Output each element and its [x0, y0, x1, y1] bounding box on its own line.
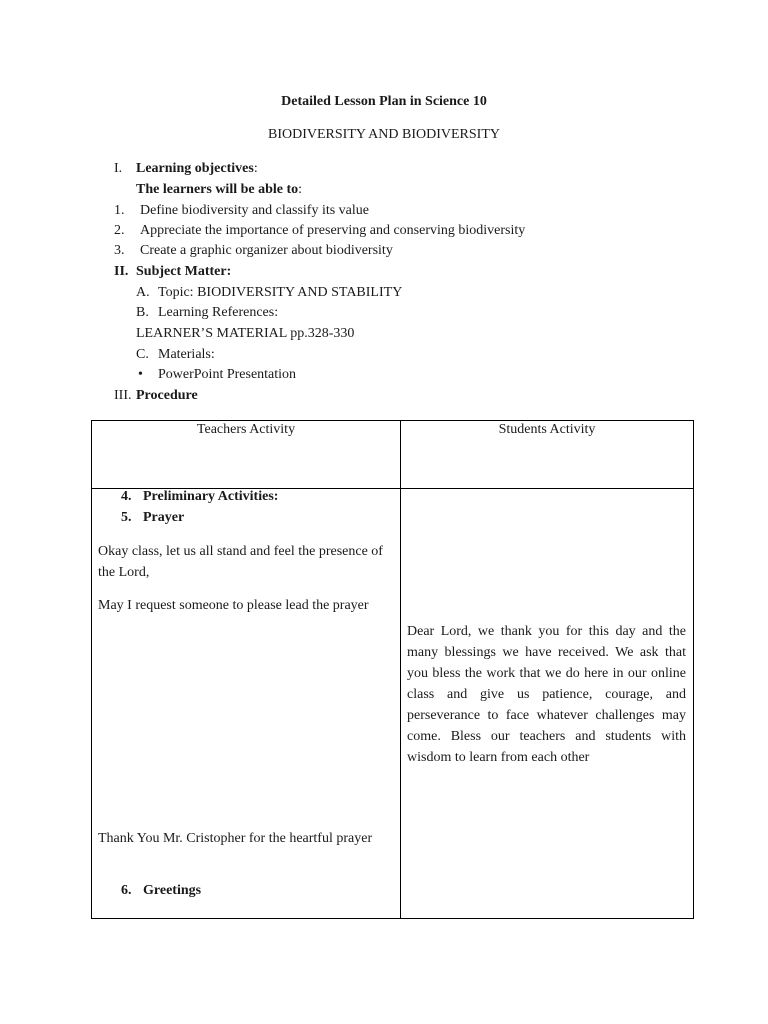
teacher-stand-instruction: Okay class, let us all stand and feel the presence of the Lord, — [98, 544, 383, 580]
objective-3-number: 3. — [114, 243, 125, 258]
subject-b-letter: B. — [136, 305, 149, 320]
learners-intro — [136, 182, 302, 198]
section-3-numeral: III. — [114, 388, 132, 403]
section-3-heading: Procedure — [136, 388, 198, 403]
teacher-activity-cell — [92, 489, 401, 919]
student-prayer-text: Dear Lord, we thank you for this day and the many blessings we have received. We ask that you bless the work that we do here in our online class and give us patience, courage, and perseverance to face whatever challenges may come. Bless our teachers and students with wisdom to learn from each other — [407, 624, 686, 765]
learners-intro-colon: : — [298, 182, 303, 197]
objective-1-text: Define biodiversity and classify its value — [140, 203, 369, 218]
teacher-thank-you: Thank You Mr. Cristopher for the heartful prayer — [98, 831, 373, 846]
student-activity-cell — [401, 489, 694, 919]
objective-2-number: 2. — [114, 223, 125, 238]
item-4-number: 4. — [121, 489, 132, 504]
item-5-prayer: Prayer — [143, 510, 185, 525]
subject-references-label: Learning References: — [158, 305, 279, 320]
materials-bullet: • — [138, 367, 143, 382]
objective-3-text: Create a graphic organizer about biodiversity — [140, 243, 393, 258]
students-activity-header-cell — [401, 421, 694, 489]
objective-1-number: 1. — [114, 203, 125, 218]
subject-c-letter: C. — [136, 347, 149, 362]
document-title: Detailed Lesson Plan in Science 10 — [281, 94, 487, 109]
item-6-greetings: Greetings — [143, 883, 202, 898]
students-activity-header: Students Activity — [498, 422, 596, 437]
teacher-lead-prayer-request: May I request someone to please lead the prayer — [98, 598, 369, 613]
section-1-heading — [136, 161, 258, 177]
item-4-preliminary-activities: Preliminary Activities: — [143, 489, 279, 504]
section-1-heading-colon: : — [253, 161, 258, 176]
learners-intro-text: The learners will be able to — [136, 182, 299, 197]
objective-2-text: Appreciate the importance of preserving and conserving biodiversity — [140, 223, 526, 238]
item-5-number: 5. — [121, 510, 132, 525]
section-1-heading-text: Learning objectives — [136, 161, 254, 176]
section-2-heading: Subject Matter: — [136, 264, 232, 279]
subject-materials-label: Materials: — [158, 347, 215, 362]
item-6-number: 6. — [121, 883, 132, 898]
teachers-activity-header: Teachers Activity — [196, 422, 296, 437]
table-row — [92, 489, 694, 919]
table-header-row — [92, 421, 694, 489]
procedure-table — [91, 420, 694, 919]
section-1-numeral: I. — [114, 161, 123, 176]
materials-powerpoint: PowerPoint Presentation — [158, 367, 297, 382]
learners-material-reference: LEARNER’S MATERIAL pp.328-330 — [136, 326, 355, 341]
subject-a-letter: A. — [136, 285, 150, 300]
section-2-numeral: II. — [114, 264, 129, 279]
teachers-activity-header-cell — [92, 421, 401, 489]
document-subtitle: BIODIVERSITY AND BIODIVERSITY — [267, 127, 501, 142]
subject-topic: Topic: BIODIVERSITY AND STABILITY — [158, 285, 403, 300]
